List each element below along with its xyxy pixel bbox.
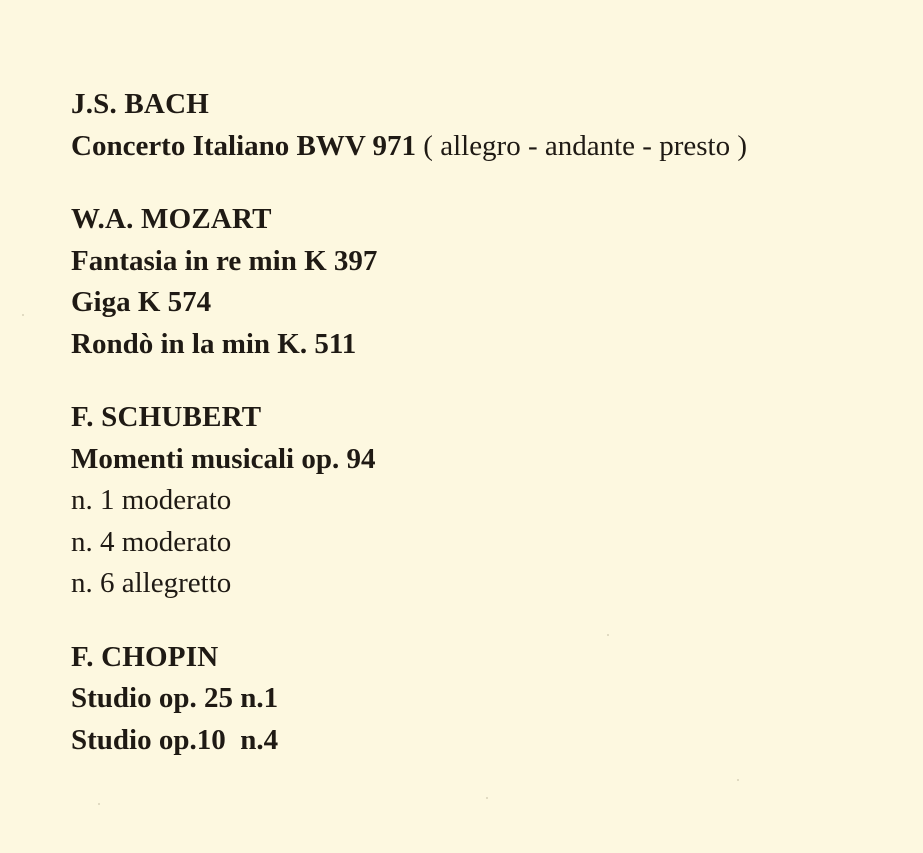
movement-entry: n. 6 allegretto (71, 567, 232, 599)
work-title: Studio op.10 n.4 (71, 723, 279, 756)
work-title: Fantasia in re min K 397 (71, 244, 378, 277)
composer-name: F. CHOPIN (71, 640, 219, 673)
bach-section (71, 84, 891, 167)
chopin-section (71, 637, 891, 762)
paper-speck (98, 803, 100, 805)
paper-speck (486, 797, 488, 799)
work-title: Momenti musicali op. 94 (71, 442, 376, 475)
mozart-section (71, 199, 891, 365)
movement-entry: n. 1 moderato (71, 484, 232, 516)
paper-speck (737, 779, 739, 781)
schubert-section (71, 397, 891, 605)
composer-name: J.S. BACH (71, 88, 209, 120)
movement-entry: n. 4 moderato (71, 525, 232, 558)
composer-name: F. SCHUBERT (71, 401, 262, 433)
work-title: Giga K 574 (71, 286, 212, 318)
paper-speck (607, 634, 609, 636)
work-movements: ( allegro - andante - presto ) (416, 129, 747, 162)
work-title: Studio op. 25 n.1 (71, 682, 279, 714)
work-entry (71, 126, 891, 168)
paper-speck (22, 314, 24, 316)
work-title: Concerto Italiano BWV 971 (71, 129, 417, 162)
concert-program (71, 84, 891, 793)
composer-name: W.A. MOZART (71, 203, 272, 235)
work-title: Rondò in la min K. 511 (71, 327, 357, 360)
